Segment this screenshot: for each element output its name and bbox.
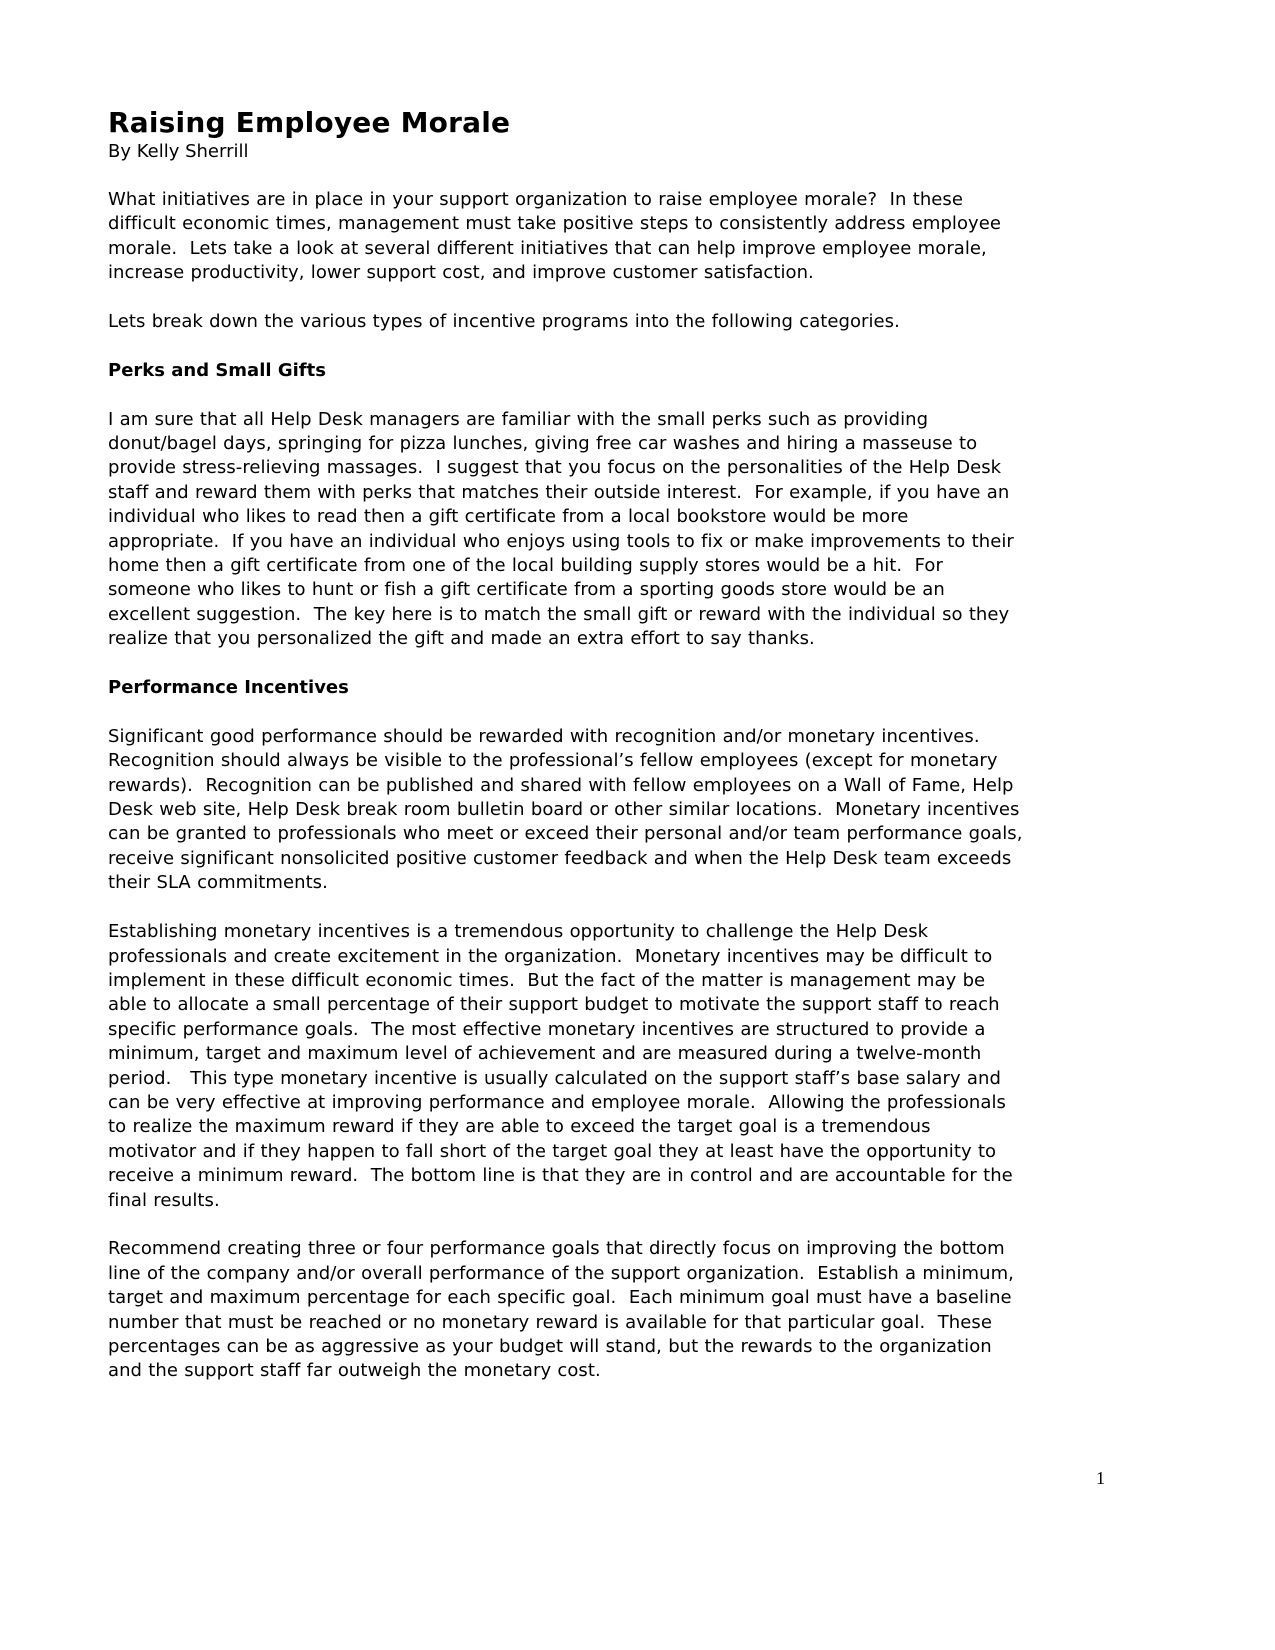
text-line: target and maximum percentage for each specific goal. Each minimum goal must have a baseline — [108, 1287, 1012, 1309]
author-byline: By Kelly Sherrill — [108, 141, 249, 162]
text-line: specific performance goals. The most effective monetary incentives are structured to provide a — [108, 1018, 986, 1040]
text-line: professionals and create excitement in the organization. Monetary incentives may be difficult to — [108, 945, 993, 967]
performance-paragraph-1 — [108, 725, 1118, 896]
text-line: and the support staff far outweigh the monetary cost. — [108, 1360, 601, 1382]
text-line: donut/bagel days, springing for pizza lunches, giving free car washes and hiring a masseuse to — [108, 433, 978, 455]
text-line: difficult economic times, management must take positive steps to consistently address employee — [108, 213, 1001, 235]
intro-paragraph-2 — [108, 310, 1118, 334]
text-line: increase productivity, lower support cost, and improve customer satisfaction. — [108, 262, 814, 284]
text-line: I am sure that all Help Desk managers are familiar with the small perks such as providing — [108, 408, 929, 430]
text-line: final results. — [108, 1189, 220, 1211]
text-line: someone who likes to hunt or fish a gift certificate from a sporting goods store would be an — [108, 579, 945, 601]
text-line: number that must be reached or no monetary reward is available for that particular goal. These — [108, 1311, 992, 1333]
text-line: receive a minimum reward. The bottom line is that they are in control and are accountable for the — [108, 1165, 1013, 1187]
text-line: rewards). Recognition can be published and shared with fellow employees on a Wall of Fame, Help — [108, 774, 1014, 796]
text-line: excellent suggestion. The key here is to match the small gift or reward with the individual so they — [108, 603, 1010, 625]
intro-paragraph-1 — [108, 188, 1118, 286]
perks-paragraph — [108, 408, 1118, 652]
performance-paragraph-2 — [108, 920, 1118, 1213]
text-line: receive significant nonsolicited positive customer feedback and when the Help Desk team exceeds — [108, 847, 1012, 869]
text-line: their SLA commitments. — [108, 872, 328, 894]
text-line: Significant good performance should be rewarded with recognition and/or monetary incentives. — [108, 725, 980, 747]
text-line: minimum, target and maximum level of achievement and are measured during a twelve-month — [108, 1043, 982, 1065]
document-page — [108, 106, 1118, 1408]
text-line: staff and reward them with perks that matches their outside interest. For example, if you have an — [108, 481, 1010, 503]
text-line: to realize the maximum reward if they are able to exceed the target goal is a tremendous — [108, 1116, 931, 1138]
section-heading-perks: Perks and Small Gifts — [108, 359, 326, 381]
text-line: motivator and if they happen to fall short of the target goal they at least have the opportunity to — [108, 1140, 997, 1162]
page-number: 1 — [1096, 1468, 1105, 1488]
section-heading-performance: Performance Incentives — [108, 677, 349, 699]
text-line: period. This type monetary incentive is usually calculated on the support staff’s base salary and — [108, 1067, 1001, 1089]
text-line: What initiatives are in place in your support organization to raise employee morale? In these — [108, 189, 963, 210]
text-line: Establishing monetary incentives is a tremendous opportunity to challenge the Help Desk — [108, 921, 929, 943]
text-line: percentages can be as aggressive as your budget will stand, but the rewards to the organization — [108, 1335, 992, 1357]
text-line: line of the company and/or overall performance of the support organization. Establish a minimum, — [108, 1262, 1014, 1284]
text-line: morale. Lets take a look at several different initiatives that can help improve employee morale, — [108, 237, 987, 259]
text-line: can be very effective at improving performance and employee morale. Allowing the professionals — [108, 1091, 1006, 1113]
performance-paragraph-3 — [108, 1237, 1118, 1383]
text-line: Lets break down the various types of incentive programs into the following categories. — [108, 311, 900, 333]
text-line: appropriate. If you have an individual who enjoys using tools to fix or make improvements to their — [108, 530, 1014, 552]
text-line: implement in these difficult economic times. But the fact of the matter is management may be — [108, 969, 986, 991]
text-line: can be granted to professionals who meet or exceed their personal and/or team performance goals, — [108, 823, 1023, 845]
text-line: Recommend creating three or four performance goals that directly focus on improving the bottom — [108, 1238, 1005, 1260]
text-line: Desk web site, Help Desk break room bulletin board or other similar locations. Monetary incentives — [108, 799, 1020, 821]
text-line: individual who likes to read then a gift certificate from a local bookstore would be more — [108, 506, 909, 528]
text-line: able to allocate a small percentage of their support budget to motivate the support staff to reach — [108, 994, 1000, 1016]
text-line: home then a gift certificate from one of the local building supply stores would be a hit. For — [108, 555, 943, 577]
text-line: provide stress-relieving massages. I suggest that you focus on the personalities of the Help Desk — [108, 457, 1002, 479]
text-line: Recognition should always be visible to the professional’s fellow employees (except for monetary — [108, 750, 998, 772]
document-title: Raising Employee Morale — [108, 106, 511, 139]
text-line: realize that you personalized the gift and made an extra effort to say thanks. — [108, 628, 815, 650]
